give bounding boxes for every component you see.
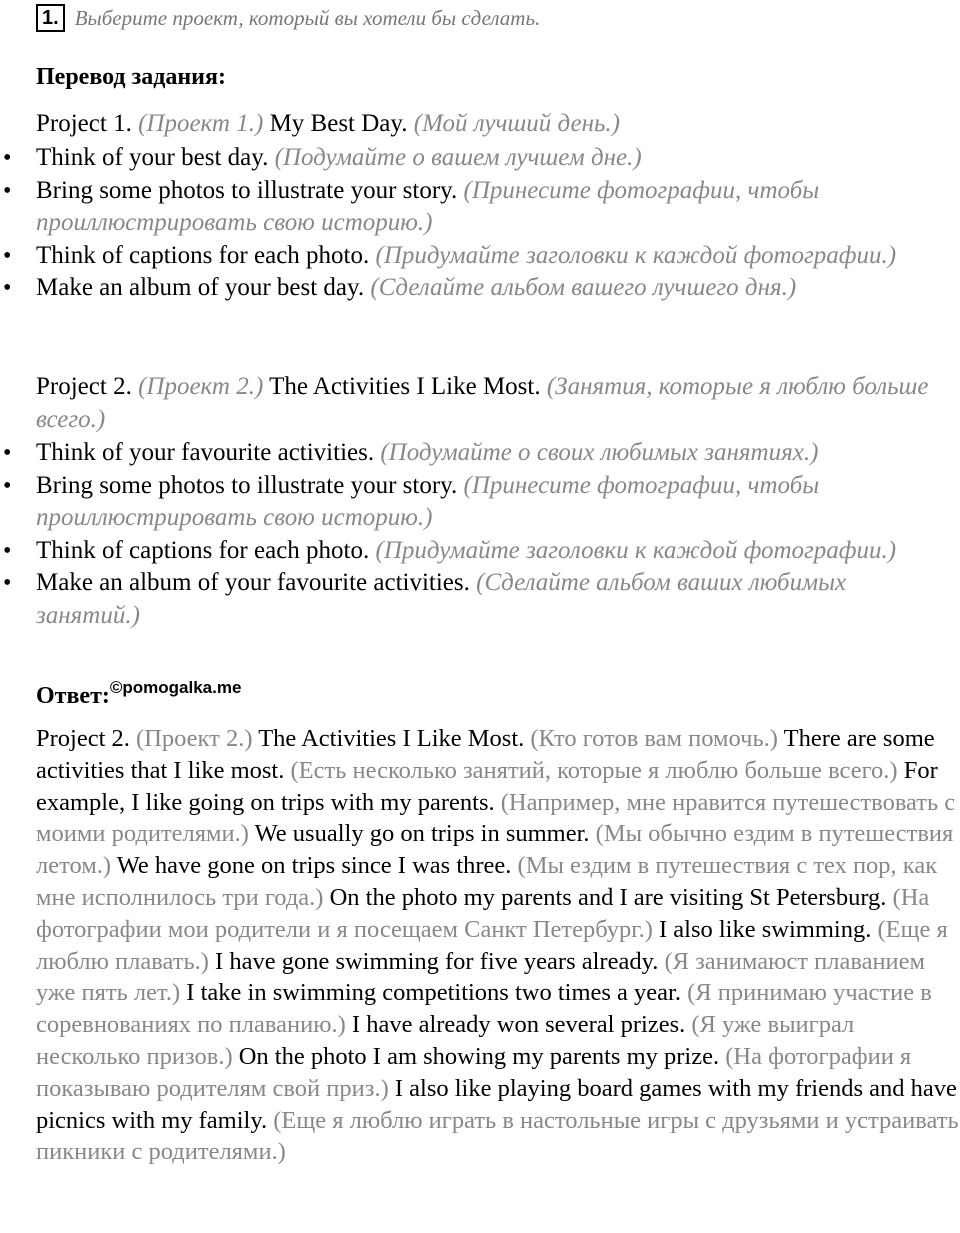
- item-en: Think of captions for each photo.: [36, 536, 370, 564]
- sentence-en: I take in swimming competitions two times a year.: [186, 979, 681, 1007]
- sentence-ru: (Я занимаюст плаванием уже пять лет.): [36, 947, 926, 1007]
- sentence-ru: (Проект 2.): [136, 725, 253, 752]
- item-en: Bring some photos to illustrate your story.: [36, 471, 458, 499]
- list-item: [36, 142, 956, 175]
- watermark: ©pomogalka.me: [109, 678, 242, 697]
- project1-label-ru: (Проект 1.): [138, 110, 264, 137]
- item-en: Make an album of your best day.: [36, 274, 365, 301]
- list-item: [36, 437, 956, 470]
- sentence-en: I have already won several prizes.: [351, 1011, 686, 1039]
- sentence-ru: (Я уже выиграл несколько призов.): [36, 1011, 855, 1070]
- sentence-en: Project 2.: [36, 725, 130, 752]
- item-en: Make an album of your favourite activities.: [36, 569, 470, 596]
- item-en: Think of your best day.: [36, 144, 269, 171]
- list-item: [36, 175, 956, 240]
- sentence-en: We have gone on trips since I was three.: [116, 852, 512, 880]
- sentence-en: There are some activities that I like most.: [36, 725, 935, 784]
- list-item: [36, 470, 956, 535]
- sentence-en: We usually go on trips in summer.: [254, 820, 590, 848]
- project2-label-ru: (Проект 2.): [138, 373, 264, 400]
- project2-name-ru: (Занятия, которые я люблю больше всего.): [36, 373, 929, 433]
- project2-title: [36, 371, 956, 436]
- translation-heading: Перевод задания:: [36, 64, 226, 90]
- project1-name-ru: (Мой лучший день.): [413, 110, 620, 137]
- answer-header: [36, 678, 241, 710]
- sentence-ru: (Еще я люблю плавать.): [36, 915, 948, 975]
- list-item: [36, 535, 956, 568]
- answer-text: [36, 723, 960, 1168]
- project1-name: My Best Day.: [269, 110, 408, 137]
- project2-list: [36, 437, 956, 632]
- task-header: [36, 4, 540, 34]
- item-en: Bring some photos to illustrate your story.: [36, 176, 458, 204]
- item-ru: (Придумайте заголовки к каждой фотографии.): [375, 241, 897, 269]
- project1-title: [36, 108, 956, 141]
- sentence-ru: (Например, мне нравится путешествовать с моими родителями.): [36, 788, 956, 848]
- sentence-ru: (На фотографии мои родители и я посещаем Санкт Петербург.): [36, 883, 930, 943]
- item-ru: (Придумайте заголовки к каждой фотографии.): [375, 536, 897, 564]
- sentence-ru: (Есть несколько занятий, которые я люблю больше всего.): [290, 756, 898, 784]
- item-ru: (Подумайте о своих любимых занятиях.): [380, 439, 819, 466]
- sentence-en: The Activities I Like Most.: [258, 725, 525, 752]
- item-ru: (Сделайте альбом ваших любимых занятий.): [36, 569, 847, 629]
- list-item: [36, 567, 956, 632]
- item-ru: (Принесите фотографии, чтобы проиллюстрировать свою историю.): [36, 471, 820, 531]
- sentence-en: I also like playing board games with my friends and have picnics with my family.: [36, 1074, 957, 1134]
- answer-heading: Ответ:: [36, 683, 110, 709]
- project1-label: Project 1.: [36, 110, 132, 137]
- list-item: [36, 240, 956, 273]
- project2-name: The Activities I Like Most.: [269, 373, 541, 400]
- sentence-en: I also like swimming.: [659, 915, 872, 943]
- task-number: 1.: [36, 4, 65, 32]
- sentence-en: On the photo my parents and I are visiting St Petersburg.: [329, 883, 887, 911]
- task-text: Выберите проект, который вы хотели бы сделать.: [74, 5, 541, 30]
- sentence-ru: (Мы ездим в путешествия с тех пор, как мне исполнилось три года.): [36, 852, 938, 911]
- sentence-ru: (Я принимаю участие в соревнованиях по плаванию.): [36, 979, 932, 1039]
- list-item: [36, 272, 956, 305]
- sentence-ru: (На фотографии я показываю родителям свой приз.): [36, 1042, 912, 1102]
- item-ru: (Принесите фотографии, чтобы проиллюстрировать свою историю.): [36, 176, 820, 236]
- project1-list: [36, 142, 956, 305]
- item-en: Think of your favourite activities.: [36, 439, 375, 466]
- sentence-ru: (Кто готов вам помочь.): [530, 725, 778, 752]
- item-ru: (Сделайте альбом вашего лучшего дня.): [370, 274, 797, 301]
- item-ru: (Подумайте о вашем лучшем дне.): [274, 144, 642, 171]
- sentence-en: For example, I like going on trips with my parents.: [36, 756, 938, 816]
- project2-label: Project 2.: [36, 373, 132, 400]
- sentence-ru: (Мы обычно ездим в путешествия летом.): [36, 820, 954, 880]
- item-en: Think of captions for each photo.: [36, 241, 370, 269]
- sentence-ru: (Еще я люблю играть в настольные игры с друзьями и устраивать пикники с родителями.): [36, 1106, 959, 1166]
- sentence-en: On the photo I am showing my parents my prize.: [238, 1042, 720, 1070]
- sentence-en: I have gone swimming for five years already.: [215, 947, 659, 975]
